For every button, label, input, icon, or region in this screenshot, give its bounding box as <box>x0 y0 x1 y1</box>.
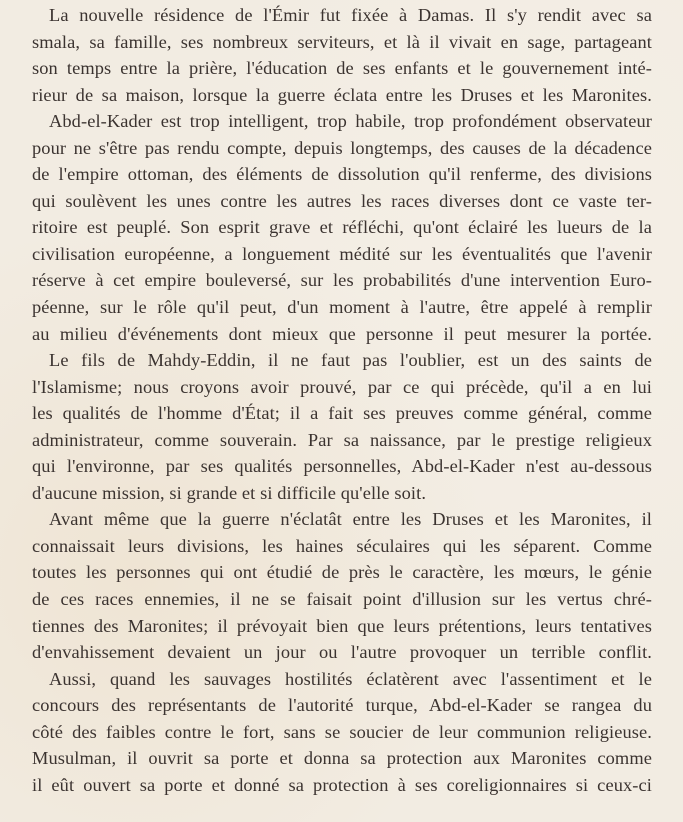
text-line: Abd-el-Kader est trop intelligent, trop habile, trop profondément observateur <box>49 111 652 132</box>
text-line: de ces races ennemies, il ne se faisait point d'illusion sur les vertus chré- <box>32 589 652 610</box>
text-line: côté des faibles contre le fort, sans se soucier de leur communion religieuse. <box>32 721 652 742</box>
text-line: Aussi, quand les sauvages hostilités éclatèrent avec l'assentiment et le <box>49 668 652 689</box>
text-line: smala, sa famille, ses nombreux serviteurs, et là il vivait en sage, partageant <box>32 31 652 52</box>
paragraph <box>32 108 652 347</box>
text-line: péenne, sur le rôle qu'il peut, d'un moment à l'autre, être appelé à remplir <box>32 297 652 318</box>
text-line: concours des représentants de l'autorité turque, Abd-el-Kader se rangea du <box>32 695 652 716</box>
text-line: rieur de sa maison, lorsque la guerre éclata entre les Druses et les Maronites. <box>32 84 652 105</box>
paragraph <box>32 506 652 665</box>
text-line: pour ne s'être pas rendu compte, depuis longtemps, des causes de la décadence <box>32 137 652 158</box>
text-line: Avant même que la guerre n'éclatât entre les Druses et les Maronites, il <box>49 509 652 530</box>
text-line: qui l'environne, par ses qualités personnelles, Abd-el-Kader n'est au-dessous <box>32 456 652 477</box>
text-line: il eût ouvert sa porte et donné sa protection à ses coreligionnaires si ceux-ci <box>32 774 652 795</box>
text-line: d'envahissement devaient un jour ou l'autre provoquer un terrible conflit. <box>32 642 652 663</box>
text-line: qui soulèvent les unes contre les autres les races diverses dont ce vaste ter- <box>32 190 652 211</box>
text-line: La nouvelle résidence de l'Émir fut fixée à Damas. Il s'y rendit avec sa <box>49 5 652 25</box>
text-line: son temps entre la prière, l'éducation de ses enfants et le gouvernement inté- <box>32 58 652 79</box>
text-line: ritoire est peuplé. Son esprit grave et réfléchi, qu'ont éclairé les lueurs de la <box>32 217 652 238</box>
paragraph <box>32 666 652 799</box>
text-line: toutes les personnes qui ont étudié de près le caractère, les mœurs, le génie <box>32 562 652 583</box>
text-line: réserve à cet empire bouleversé, sur les probabilités d'une intervention Euro- <box>32 270 652 291</box>
paragraph <box>32 2 652 108</box>
text-line: tiennes des Maronites; il prévoyait bien que leurs prétentions, leurs tentatives <box>32 615 652 636</box>
text-line: administrateur, comme souverain. Par sa naissance, par le prestige religieux <box>32 429 652 450</box>
text-line: Le fils de Mahdy-Eddin, il ne faut pas l'oublier, est un des saints de <box>49 350 652 371</box>
text-line: connaissait leurs divisions, les haines séculaires qui les séparent. Comme <box>32 535 652 556</box>
text-line: d'aucune mission, si grande et si difficile qu'elle soit. <box>32 482 427 503</box>
text-line: au milieu d'événements dont mieux que personne il peut mesurer la portée. <box>32 323 652 344</box>
paragraph <box>32 347 652 506</box>
text-line: les qualités de l'homme d'État; il a fait ses preuves comme général, comme <box>32 403 652 424</box>
document-page <box>32 2 652 798</box>
text-line: civilisation européenne, a longuement médité sur les éventualités que l'avenir <box>32 243 652 264</box>
text-line: Musulman, il ouvrit sa porte et donna sa protection aux Maronites comme <box>32 748 652 769</box>
text-line: de l'empire ottoman, des éléments de dissolution qu'il renferme, des divisions <box>32 164 652 185</box>
text-line: l'Islamisme; nous croyons avoir prouvé, par ce qui précède, qu'il a en lui <box>32 376 652 397</box>
